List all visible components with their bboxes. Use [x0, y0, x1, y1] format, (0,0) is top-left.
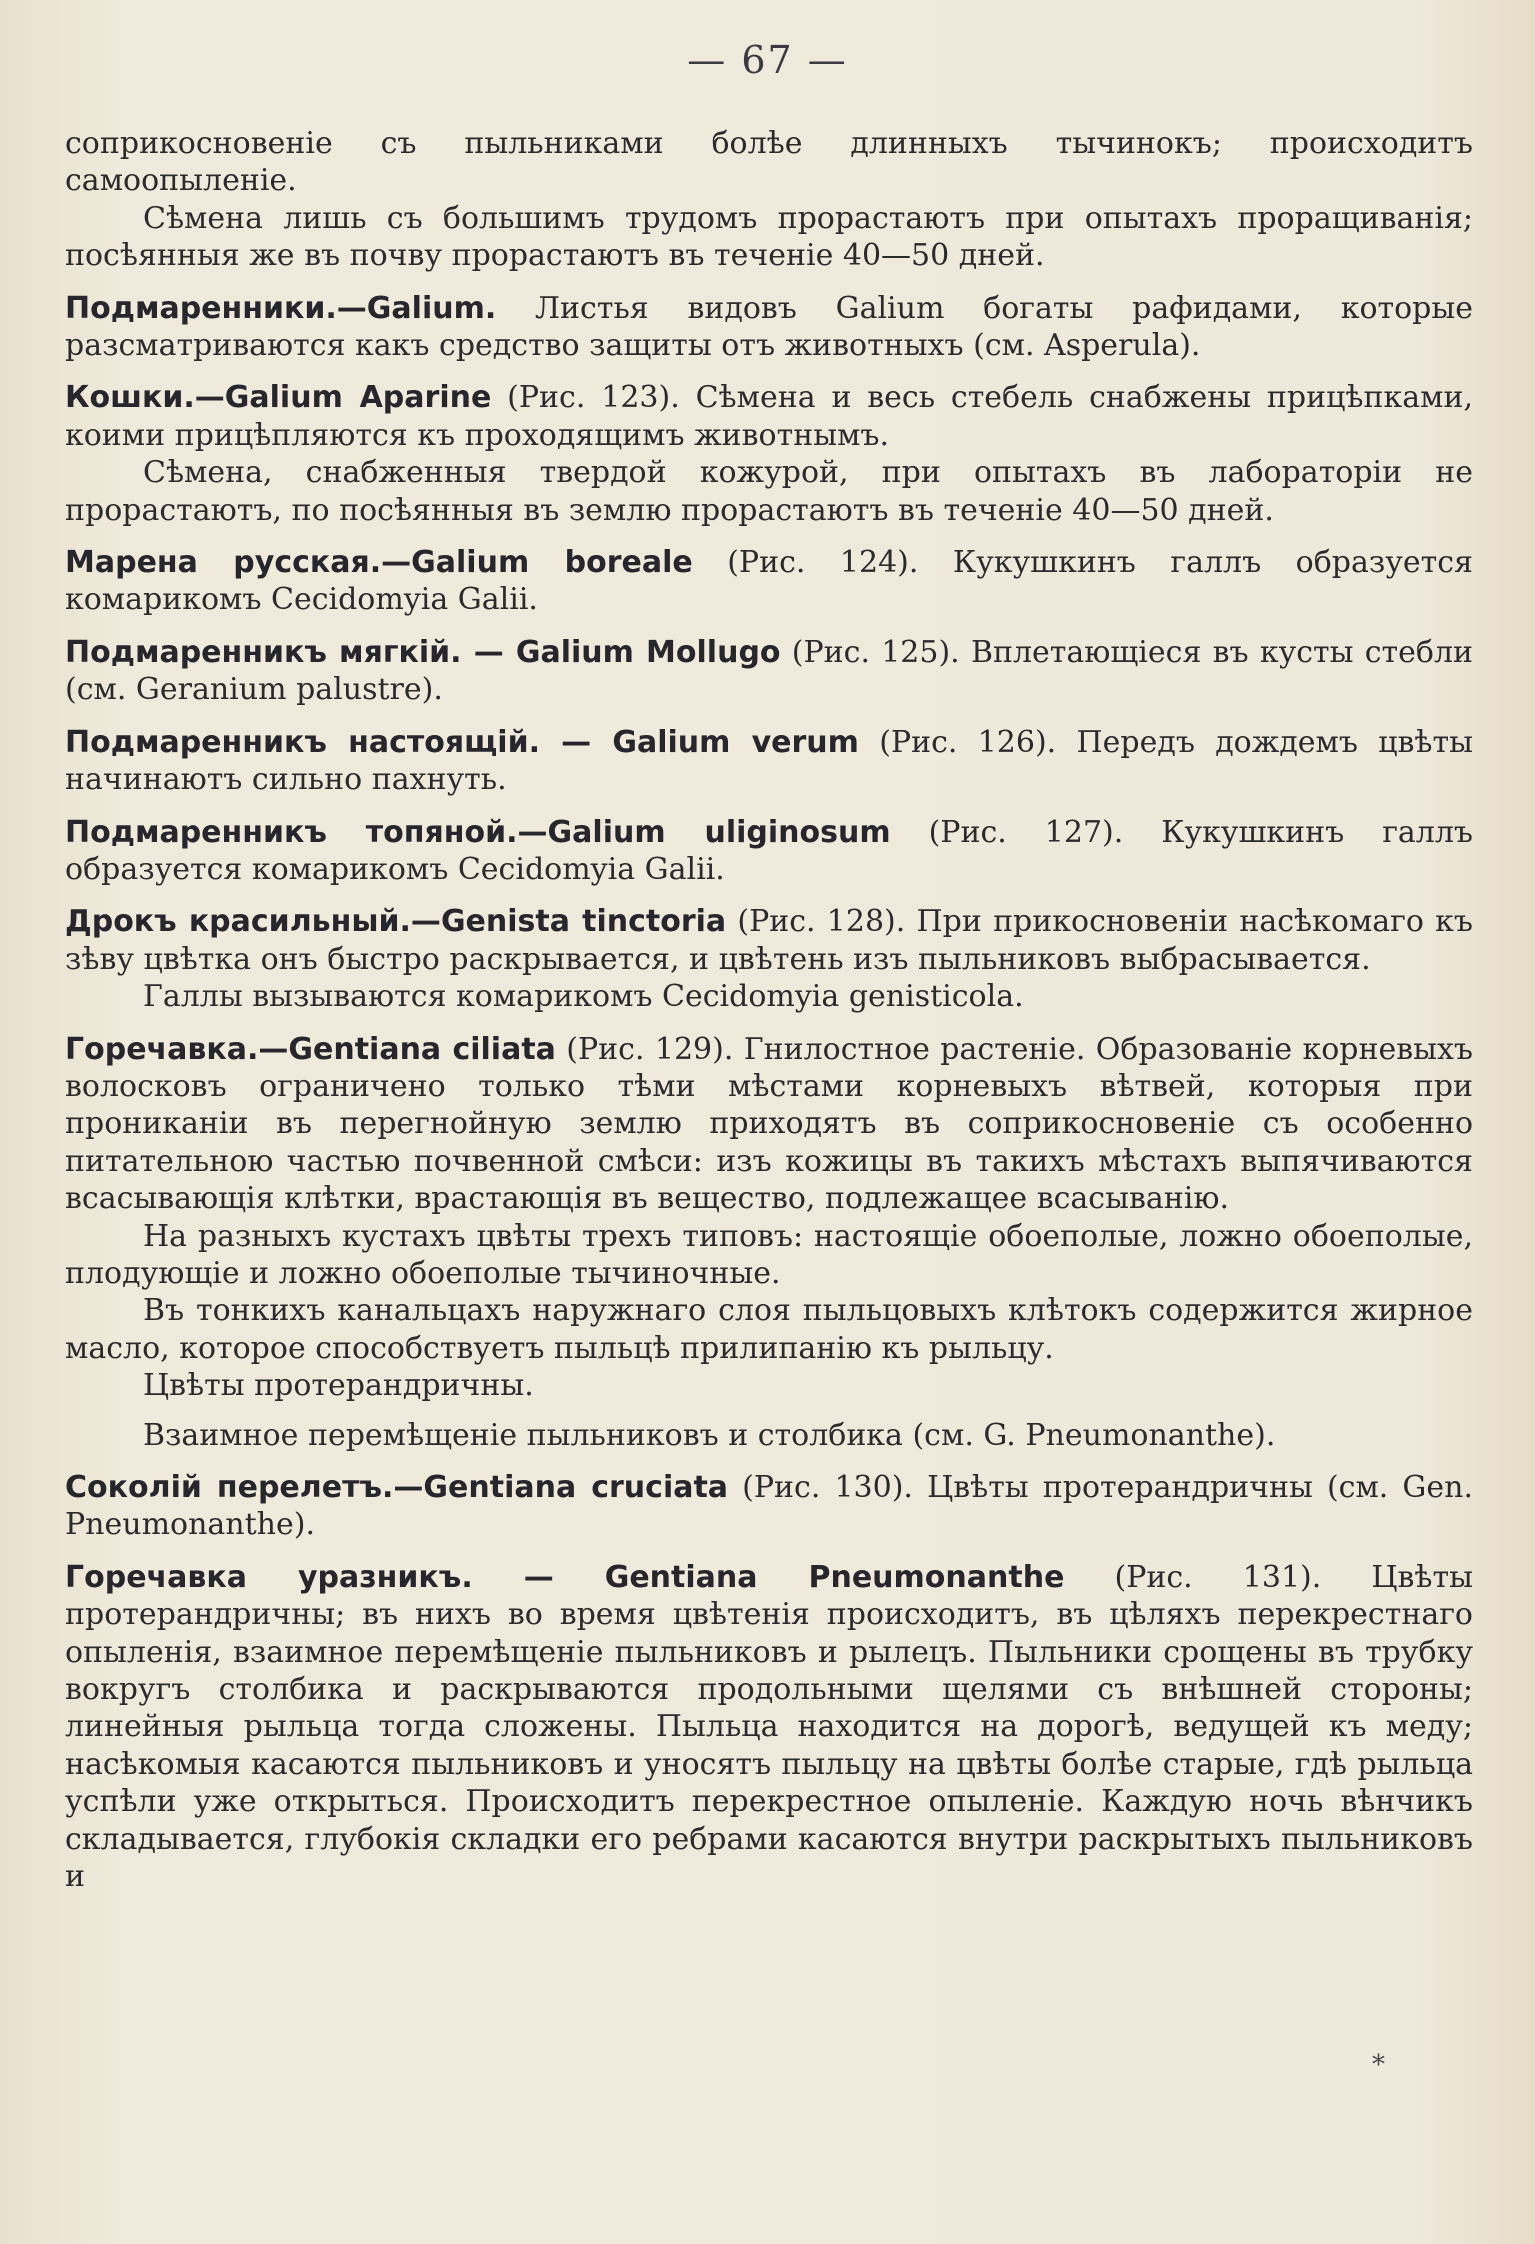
entry-term: Дрокъ красильный.—: [65, 904, 441, 940]
paragraph: [65, 290, 1473, 365]
paragraph: [65, 1469, 1473, 1544]
entry-latin-name: Gentiana ciliata: [288, 1031, 556, 1067]
entry-text: Листья видовъ Galium богаты рафидами, которые разсматриваются какъ средство защиты отъ животныхъ (см. Asperula).: [65, 290, 1473, 364]
entry-latin-name: Galium Aparine: [224, 380, 492, 416]
entry-term: Кошки.—: [65, 380, 225, 416]
paragraph: Въ тонкихъ канальцахъ наружнаго слоя пыльцовыхъ клѣтокъ содержится жирное масло, которое способствуетъ пыльцѣ прилипанію къ рыльцу.: [65, 1293, 1473, 1366]
paragraph: Цвѣты протерандричны.: [143, 1368, 534, 1404]
paragraph: [65, 903, 1473, 978]
entry-term: Подмаренникъ мягкій. —: [65, 634, 516, 670]
entry-text: (Рис. 129). Гнилостное растеніе. Образованіе корневыхъ волосковъ ограничено только тѣми мѣстами корневыхъ вѣтвей, которыя при проникaніи въ перегнойную землю приходятъ въ соприкосновеніе съ особенно питательною частью почвенной смѣси: изъ кожицы въ такихъ мѣстахъ выпячиваются всасывающія клѣтки, врастающія въ вещество, подлежащее всасыванію.: [65, 1031, 1473, 1217]
entry-genista-tinctoria: [65, 903, 1473, 1015]
paragraph: Сѣмена, снабженныя твердой кожурой, при опытахъ въ лабораторіи не прорастаютъ, по посѣянныя въ землю прорастаютъ въ теченіе 40—50 дней.: [65, 455, 1473, 528]
paragraph: На разныхъ кустахъ цвѣты трехъ типовъ: настоящіе обоеполые, ложно обоеполые, плодующіе и ложно обоеполые тычиночные.: [65, 1218, 1473, 1291]
paragraph: [65, 379, 1473, 454]
paragraph: [65, 1031, 1473, 1218]
entry-gentiana-cruciata: [65, 1469, 1473, 1544]
entry-text: (Рис. 126). Передъ дождемъ цвѣты начинаютъ сильно пахнуть.: [65, 724, 1473, 798]
entry-latin-name: Galium uliginosum: [547, 814, 891, 850]
entry-galium-boreale: [65, 544, 1473, 619]
entry-term: Подмаренникъ топяной.—: [65, 814, 548, 850]
entry-term: Подмаренники.—: [65, 290, 367, 326]
entry-term: Горечавка уразникъ. —: [65, 1559, 605, 1595]
entry-galium: [65, 290, 1473, 365]
entry-latin-name: Galium verum: [612, 724, 859, 760]
entry-term: Подмаренникъ настоящій. —: [65, 724, 613, 760]
entry-text: (Рис. 131). Цвѣты протерандричны; въ нихъ во время цвѣтенія происходитъ, въ цѣляхъ перекрестнаго опыленія, взаимное перемѣщеніе пыльниковъ и рылецъ. Пыльники срощены въ трубку вокругъ столбика и раскрываются продольными щелями съ внѣшней стороны; линейныя рыльца тогда сложены. Пыльца находится на дорогѣ, ведущей къ меду; насѣкомыя касаются пыльниковъ и уносятъ пыльцу на цвѣты болѣе старые, гдѣ рыльца успѣли уже открыться. Происходитъ перекрестное опыленіе. Каждую ночь вѣнчикъ складывается, глубокія складки его ребрами касаются внутри раскрытыхъ пыльниковъ и: [65, 1559, 1473, 1895]
entry-text: (Рис. 124). Кукушкинъ галлъ образуется комарикомъ Cecidomyia Galii.: [65, 545, 1473, 618]
entry-term: Горечавка.—: [65, 1031, 289, 1067]
entry-term: Соколій перелетъ.—: [65, 1470, 424, 1505]
entry-latin-name: Genista tinctoria: [440, 904, 727, 940]
entry-latin-name: Gentiana cruciata: [423, 1470, 729, 1505]
entry-galium-aparine: [65, 379, 1473, 529]
entry-galium-uliginosum: [65, 814, 1473, 889]
page-number: — 67 —: [687, 38, 848, 82]
paragraph: соприкосновеніе съ пыльниками болѣе длинныхъ тычинокъ; происходитъ самоопыленіе.: [65, 126, 1473, 199]
entry-galium-verum: [65, 724, 1473, 799]
entry-text: (Рис. 128). При прикосновеніи насѣкомаго къ зѣву цвѣтка онъ быстро раскрывается, и цвѣтень изъ пыльниковъ выбрасывается.: [65, 904, 1473, 977]
text-column: [65, 125, 1473, 1910]
paragraph: [65, 1559, 1473, 1896]
entry-text: (Рис. 123). Сѣмена и весь стебель снабжены прицѣпками, коими прицѣпляются къ проходящимъ животнымъ.: [65, 380, 1473, 453]
paragraph: [65, 724, 1473, 799]
paragraph: [65, 814, 1473, 889]
entry-latin-name: Galium Mollugo: [515, 634, 781, 670]
entry-gentiana-pneumonanthe: [65, 1559, 1473, 1896]
entry-latin-name: Gentiana Pneumonanthe: [604, 1559, 1065, 1595]
signature-mark: *: [1372, 2050, 1385, 2080]
entry-text: (Рис. 130). Цвѣты протерандричны (см. Gen. Pneumonanthe).: [65, 1470, 1473, 1543]
entry-gentiana-ciliata: [65, 1031, 1473, 1454]
entry-latin-name: Galium boreale: [411, 545, 693, 581]
entry-latin-name: Galium.: [366, 290, 497, 326]
paragraph: Галлы вызываются комарикомъ Cecidomyia genisticola.: [143, 979, 1024, 1015]
paragraph: [65, 634, 1473, 709]
entry-term: Марена русская.—: [65, 545, 412, 581]
entry-text: (Рис. 125). Вплетающіеся въ кусты стебли (см. Geranium palustre).: [65, 634, 1473, 708]
entry-continuation: [65, 125, 1473, 275]
entry-text: (Рис. 127). Кукушкинъ галлъ образуется комарикомъ Cecidomyia Galii.: [65, 814, 1474, 887]
paragraph: Сѣмена лишь съ большимъ трудомъ прорастаютъ при опытахъ проращиванія; посѣянныя же въ почву прорастаютъ въ теченіе 40—50 дней.: [65, 200, 1473, 274]
entry-galium-mollugo: [65, 634, 1473, 709]
paragraph: [65, 544, 1473, 619]
paragraph: Взаимное перемѣщеніе пыльниковъ и столбика (см. G. Pneumonanthe).: [143, 1417, 1276, 1453]
